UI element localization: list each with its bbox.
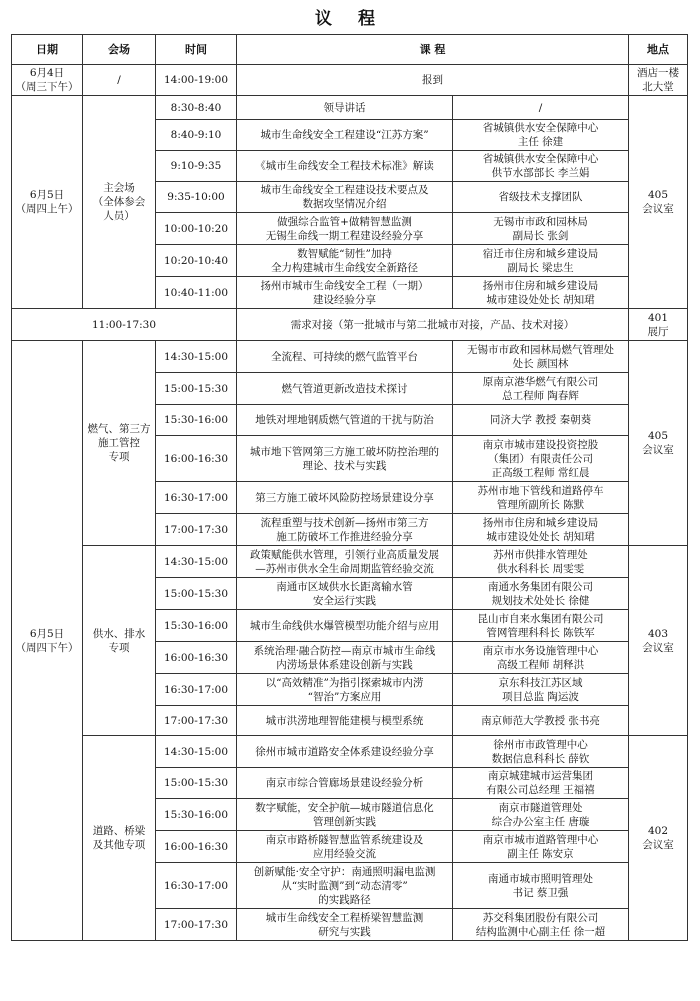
- session-time: 15:00-15:30: [156, 373, 237, 405]
- demand-topic: 需求对接（第一批城市与第二批城市对接，产品、技术对接）: [237, 309, 629, 341]
- session-topic: 系统治理·融合防控—南京市城市生命线 内涝场景体系建设创新与实践: [237, 642, 453, 674]
- session-time: 16:00-16:30: [156, 642, 237, 674]
- session-time: 15:30-16:00: [156, 610, 237, 642]
- session-topic: 流程重塑与技术创新—扬州市第三方 施工防破坏工作推进经验分享: [237, 514, 453, 546]
- session-speaker: 南京师范大学教授 张书亮: [453, 706, 629, 736]
- session-topic: 政策赋能供水管理，引领行业高质量发展 —苏州市供水全生命周期监管经验交流: [237, 546, 453, 578]
- session-time: 15:30-16:00: [156, 799, 237, 831]
- track-location: 403 会议室: [629, 546, 688, 736]
- session-speaker: 徐州市市政管理中心 数据信息科科长 薛钦: [453, 736, 629, 768]
- session-time: 16:30-17:00: [156, 863, 237, 909]
- session-topic: 城市生命线安全工程建设“江苏方案”: [237, 120, 453, 151]
- session-topic: 南通市区域供水长距离输水管 安全运行实践: [237, 578, 453, 610]
- morning-location: 405 会议室: [629, 96, 688, 309]
- session-speaker: 南京市隧道管理处 综合办公室主任 唐璇: [453, 799, 629, 831]
- registration-row: [12, 65, 688, 96]
- session-time: 8:40-9:10: [156, 120, 237, 151]
- morning-venue: 主会场 （全体参会 人员）: [83, 96, 156, 309]
- track-location: 405 会议室: [629, 341, 688, 546]
- registration-venue: /: [83, 65, 156, 96]
- session-topic: 城市地下管网第三方施工破坏防控治理的 理论、技术与实践: [237, 436, 453, 482]
- session-speaker: 省级技术支撑团队: [453, 182, 629, 213]
- session-speaker: 苏交科集团股份有限公司 结构监测中心副主任 徐一超: [453, 909, 629, 941]
- track-venue: 燃气、第三方 施工管控 专项: [83, 341, 156, 546]
- session-speaker: 昆山市自来水集团有限公司 管网管理科科长 陈铁军: [453, 610, 629, 642]
- session-time: 15:30-16:00: [156, 405, 237, 436]
- session-topic: 城市洪涝地理智能建模与模型系统: [237, 706, 453, 736]
- session-time: 16:30-17:00: [156, 482, 237, 514]
- morning-date: 6月5日 （周四上午）: [12, 96, 83, 309]
- session-time: 14:30-15:00: [156, 341, 237, 373]
- session-time: 16:00-16:30: [156, 831, 237, 863]
- session-row: [12, 546, 688, 578]
- session-speaker: 南京市城市道路管理中心 副主任 陈安京: [453, 831, 629, 863]
- header-row: [12, 35, 688, 65]
- session-speaker: 无锡市市政和园林局 副局长 张剑: [453, 213, 629, 245]
- session-topic: 第三方施工破坏风险防控场景建设分享: [237, 482, 453, 514]
- session-speaker: 南京市城市建设投资控股 （集团）有限责任公司 正高级工程师 常红晨: [453, 436, 629, 482]
- session-time: 14:30-15:00: [156, 546, 237, 578]
- header-course: 课 程: [237, 35, 629, 65]
- session-topic: 以“高效精准”为指引探索城市内涝 “智治”方案应用: [237, 674, 453, 706]
- session-speaker: 宿迁市住房和城乡建设局 副局长 梁忠生: [453, 245, 629, 277]
- session-time: 10:40-11:00: [156, 277, 237, 309]
- session-speaker: 无锡市市政和园林局燃气管理处 处长 颜国林: [453, 341, 629, 373]
- session-topic: 《城市生命线安全工程技术标准》解读: [237, 151, 453, 182]
- session-speaker: 南京城建城市运营集团 有限公司总经理 王福禧: [453, 768, 629, 799]
- session-topic: 城市生命线安全工程建设技术要点及 数据攻坚情况介绍: [237, 182, 453, 213]
- session-time: 15:00-15:30: [156, 578, 237, 610]
- session-topic: 燃气管道更新改造技术探讨: [237, 373, 453, 405]
- session-topic: 地铁对埋地钢质燃气管道的干扰与防治: [237, 405, 453, 436]
- agenda-body: [12, 35, 688, 941]
- demand-time: 11:00-17:30: [12, 309, 237, 341]
- track-location: 402 会议室: [629, 736, 688, 941]
- session-topic: 创新赋能·安全守护：南通照明漏电监测 从“实时监测”到“动态清零” 的实践路径: [237, 863, 453, 909]
- session-topic: 城市生命线供水爆管模型功能介绍与应用: [237, 610, 453, 642]
- session-topic: 全流程、可持续的燃气监管平台: [237, 341, 453, 373]
- session-time: 17:00-17:30: [156, 706, 237, 736]
- header-time: 时间: [156, 35, 237, 65]
- session-topic: 领导讲话: [237, 96, 453, 120]
- session-topic: 做强综合监管+做精智慧监测 无锡生命线一期工程建设经验分享: [237, 213, 453, 245]
- session-speaker: 南京市水务设施管理中心 高级工程师 胡释洪: [453, 642, 629, 674]
- track-venue: 供水、排水 专项: [83, 546, 156, 736]
- session-topic: 数字赋能，安全护航—城市隧道信息化 管理创新实践: [237, 799, 453, 831]
- session-topic: 数智赋能“韧性”加持 全力构建城市生命线安全新路径: [237, 245, 453, 277]
- session-speaker: 南通水务集团有限公司 规划技术处处长 徐健: [453, 578, 629, 610]
- demand-location: 401 展厅: [629, 309, 688, 341]
- session-speaker: 省城镇供水安全保障中心 供节水部部长 李兰娟: [453, 151, 629, 182]
- session-speaker: 扬州市住房和城乡建设局 城市建设处处长 胡知珺: [453, 277, 629, 309]
- header-date: 日期: [12, 35, 83, 65]
- registration-location: 酒店一楼 北大堂: [629, 65, 688, 96]
- session-speaker: /: [453, 96, 629, 120]
- registration-topic: 报到: [237, 65, 629, 96]
- session-speaker: 南通市城市照明管理处 书记 蔡卫强: [453, 863, 629, 909]
- session-topic: 南京市综合管廊场景建设经验分析: [237, 768, 453, 799]
- session-speaker: 苏州市供排水管理处 供水科科长 周雯雯: [453, 546, 629, 578]
- session-time: 8:30-8:40: [156, 96, 237, 120]
- track-venue: 道路、桥梁 及其他专项: [83, 736, 156, 941]
- session-row: [12, 96, 688, 120]
- registration-time: 14:00-19:00: [156, 65, 237, 96]
- session-time: 9:35-10:00: [156, 182, 237, 213]
- session-row: [12, 341, 688, 373]
- session-time: 10:00-10:20: [156, 213, 237, 245]
- session-time: 10:20-10:40: [156, 245, 237, 277]
- session-time: 16:30-17:00: [156, 674, 237, 706]
- afternoon-date: 6月5日 （周四下午）: [12, 341, 83, 941]
- registration-date: 6月4日 （周三下午）: [12, 65, 83, 96]
- session-time: 15:00-15:30: [156, 768, 237, 799]
- header-location: 地点: [629, 35, 688, 65]
- agenda-table: [11, 34, 688, 941]
- page-title: 议 程: [315, 9, 385, 29]
- session-speaker: 省城镇供水安全保障中心 主任 徐建: [453, 120, 629, 151]
- session-topic: 扬州市城市生命线安全工程（一期） 建设经验分享: [237, 277, 453, 309]
- session-speaker: 同济大学 教授 秦朝葵: [453, 405, 629, 436]
- session-topic: 南京市路桥隧智慧监管系统建设及 应用经验交流: [237, 831, 453, 863]
- session-time: 17:00-17:30: [156, 909, 237, 941]
- session-topic: 徐州市城市道路安全体系建设经验分享: [237, 736, 453, 768]
- demand-row: [12, 309, 688, 341]
- session-speaker: 扬州市住房和城乡建设局 城市建设处处长 胡知珺: [453, 514, 629, 546]
- session-row: [12, 736, 688, 768]
- session-time: 9:10-9:35: [156, 151, 237, 182]
- session-speaker: 京东科技江苏区域 项目总监 陶运波: [453, 674, 629, 706]
- session-time: 17:00-17:30: [156, 514, 237, 546]
- session-speaker: 原南京港华燃气有限公司 总工程师 陶春辉: [453, 373, 629, 405]
- session-time: 16:00-16:30: [156, 436, 237, 482]
- header-venue: 会场: [83, 35, 156, 65]
- session-time: 14:30-15:00: [156, 736, 237, 768]
- session-speaker: 苏州市地下管线和道路停车 管理所副所长 陈默: [453, 482, 629, 514]
- session-topic: 城市生命线安全工程桥梁智慧监测 研究与实践: [237, 909, 453, 941]
